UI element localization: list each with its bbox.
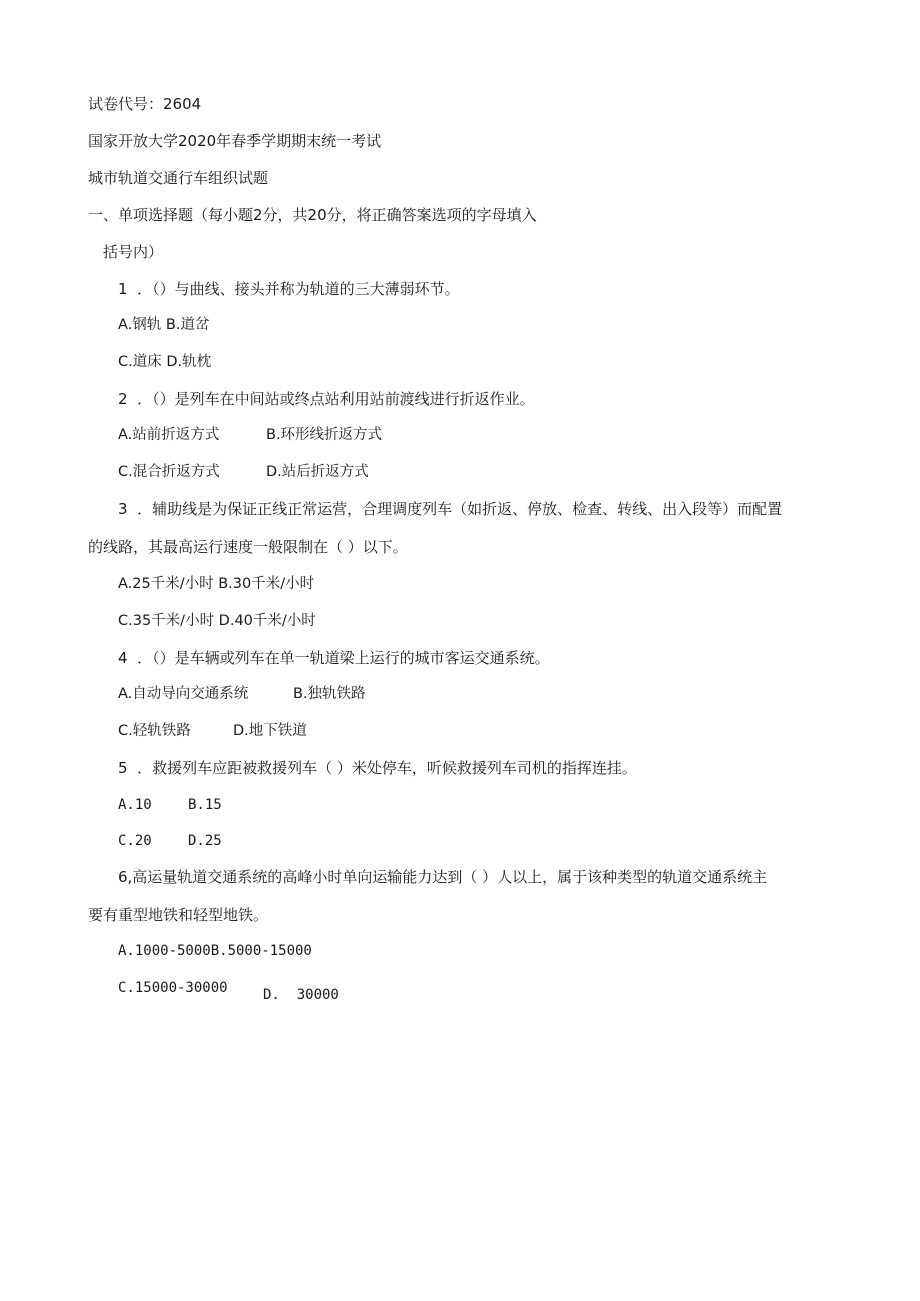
option-c: C.20: [118, 833, 152, 849]
exam-title: 国家开放大学2020年春季学期期末统一考试: [88, 132, 382, 150]
option-row: C.道床 D.轨枕: [118, 354, 212, 370]
paper-code: 试卷代号：2604: [88, 95, 202, 113]
option-c: C.轻轨铁路: [118, 723, 191, 739]
option-a: A.10: [118, 797, 152, 813]
subject-title: 城市轨道交通行车组织试题: [88, 169, 269, 187]
question-stem-cont: 要有重型地铁和轻型地铁。: [88, 906, 269, 924]
option-b: B.环形线折返方式: [266, 427, 383, 443]
option-a: A.站前折返方式: [118, 427, 220, 443]
option-d: D.25: [188, 833, 222, 849]
section-heading: 一、单项选择题（每小题2分，共20分，将正确答案选项的字母填入: [88, 206, 537, 224]
option-c: C.混合折返方式: [118, 464, 220, 480]
option-row: A.钢轨 B.道岔: [118, 317, 210, 333]
question-stem: 3 ．辅助线是为保证正线正常运营，合理调度列车（如折返、停放、检查、转线、出入段等）而配置: [118, 500, 783, 518]
question-stem: 5 ．救援列车应距被救援列车（ ）米处停车，听候救援列车司机的指挥连挂。: [118, 759, 637, 777]
option-b: B.独轨铁路: [293, 686, 366, 702]
option-d: D.地下铁道: [233, 723, 307, 739]
option-d: D. 30000: [263, 987, 339, 1003]
option-row: C.35千米/小时 D.40千米/小时: [118, 613, 316, 629]
question-stem-cont: 的线路，其最高运行速度一般限制在（ ）以下。: [88, 538, 408, 556]
question-stem: 4 ．（）是车辆或列车在单一轨道梁上运行的城市客运交通系统。: [118, 649, 550, 667]
section-heading-cont: 括号内）: [103, 243, 164, 261]
option-d: D.站后折返方式: [266, 464, 369, 480]
option-row: A.1000-5000B.5000-15000: [118, 943, 312, 959]
option-c: C.15000-30000: [118, 980, 228, 996]
option-a: A.自动导向交通系统: [118, 686, 249, 702]
question-stem: 6,高运量轨道交通系统的高峰小时单向运输能力达到（ ）人以上，属于该种类型的轨道交通系统主: [118, 868, 768, 886]
option-b: B.15: [188, 797, 222, 813]
question-stem: 1 ．（）与曲线、接头并称为轨道的三大薄弱环节。: [118, 280, 460, 298]
option-row: A.25千米/小时 B.30千米/小时: [118, 576, 315, 592]
question-stem: 2 ．（）是列车在中间站或终点站利用站前渡线进行折返作业。: [118, 390, 535, 408]
